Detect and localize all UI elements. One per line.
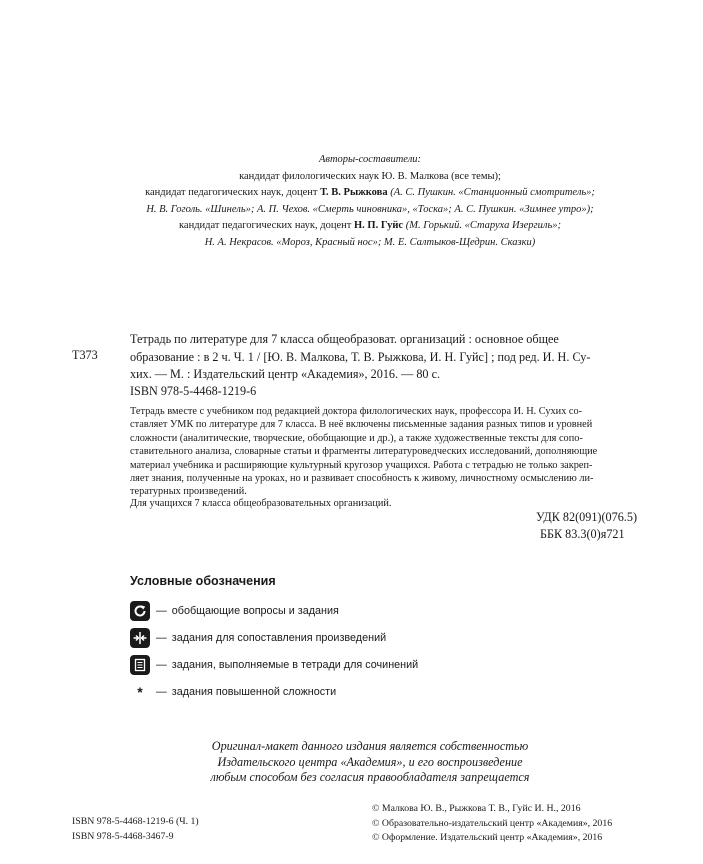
legend-item-notebook xyxy=(130,654,418,676)
legend-dash: — xyxy=(156,659,167,671)
authors-block xyxy=(60,152,680,251)
notice-line-1: Оригинал-макет данного издания является собственностью xyxy=(211,739,529,753)
author-line-2-works: (А. С. Пушкин. «Станционный смотритель»; xyxy=(387,187,595,198)
author-line-5: Н. А. Некрасов. «Мороз, Красный нос»; М. Е. Салтыков-Щедрин. Сказки) xyxy=(204,236,536,248)
isbn-part-1: ISBN 978-5-4468-1219-6 (Ч. 1) xyxy=(72,816,199,827)
legend-text: задания повышенной сложности xyxy=(171,686,337,698)
annotation xyxy=(130,405,664,499)
compare-arrows-icon xyxy=(130,628,150,648)
copyright-block xyxy=(372,802,612,846)
annotation-line-1: Тетрадь вместе с учебником под редакцией доктора филологических наук, профессора И. Н. Сухих со- xyxy=(130,406,583,417)
udc-code: УДК 82(091)(076.5) xyxy=(536,510,638,524)
legend-item-general xyxy=(130,600,339,622)
legend-item-compare xyxy=(130,627,386,649)
isbn-block xyxy=(72,815,199,844)
author-line-4 xyxy=(60,218,680,235)
author-line-1: кандидат филологических наук Ю. В. Малкова (все темы); xyxy=(239,170,501,182)
catalog-isbn: ISBN 978-5-4468-1219-6 xyxy=(130,384,257,398)
legend-dash: — xyxy=(156,686,167,698)
legend-title: Условные обозначения xyxy=(130,574,276,588)
annotation-line-2: ставляет УМК по литературе для 7 класса. В неё включены письменные задания разных типов и уровней xyxy=(130,419,593,431)
bibliographic-description xyxy=(130,331,665,384)
author-line-4-prefix: кандидат педагогических наук, доцент xyxy=(178,220,354,231)
biblio-line-1: Тетрадь по литературе для 7 класса общеобразоват. организаций : основное общее xyxy=(130,332,559,346)
author-line-2 xyxy=(60,185,680,202)
notice-line-2: Издательского центра «Академия», и его воспроизведение xyxy=(217,754,523,769)
author-line-4-works: (М. Горький. «Старуха Изергиль»; xyxy=(403,220,561,231)
biblio-line-2: образование : в 2 ч. Ч. 1 / [Ю. В. Малкова, Т. В. Рыжкова, И. Н. Гуйс] ; под ред. И. Н. Су- xyxy=(130,349,591,364)
copyright-line-3: © Оформление. Издательский центр «Академия», 2016 xyxy=(372,832,603,843)
author-name-guys: Н. П. Гуйс xyxy=(354,220,404,231)
annotation-line-4: ставительного анализа, словарные статьи и фрагменты литературоведческих исследований, дополняющие xyxy=(130,446,598,458)
legend-text: задания для сопоставления произведений xyxy=(171,632,387,644)
legend-item-advanced xyxy=(130,681,336,703)
rights-notice xyxy=(100,739,640,786)
legend-text: обобщающие вопросы и задания xyxy=(171,605,339,617)
catalog-code: Т373 xyxy=(72,348,98,362)
notebook-icon xyxy=(130,655,150,675)
author-line-2-prefix: кандидат педагогических наук, доцент xyxy=(145,187,321,198)
annotation-line-3: сложности (аналитические, творческие, обобщающие и др.), а также художественные тексты для сопо- xyxy=(130,432,583,444)
refresh-icon xyxy=(130,601,150,621)
legend-dash: — xyxy=(156,605,167,617)
annotation-line-6: ляет знания, полученные на уроках, но и развивает способность к живому, личностному осмыслению ли- xyxy=(130,473,594,485)
author-name-ryzhkova: Т. В. Рыжкова xyxy=(320,187,388,198)
isbn-set: ISBN 978-5-4468-3467-9 xyxy=(72,830,174,842)
annotation-audience: Для учащихся 7 класса общеобразовательных организаций. xyxy=(130,498,392,509)
notice-line-3: любым способом без согласия правообладателя запрещается xyxy=(210,770,530,784)
annotation-line-7: тературных произведений. xyxy=(130,486,247,498)
bbk-code: ББК 83.3(0)я721 xyxy=(540,527,625,541)
legend-dash: — xyxy=(156,632,167,644)
annotation-line-5: материал учебника и расширяющие культурный кругозор учащихся. Работа с тетрадью не только закреп- xyxy=(130,459,593,471)
copyright-line-1: © Малкова Ю. В., Рыжкова Т. В., Гуйс И. Н., 2016 xyxy=(372,803,581,814)
legend-text: задания, выполняемые в тетради для сочинений xyxy=(171,659,419,671)
copyright-line-2: © Образовательно-издательский центр «Академия», 2016 xyxy=(372,817,613,829)
biblio-line-3: хих. — М. : Издательский центр «Академия», 2016. — 80 с. xyxy=(130,367,441,381)
asterisk-icon: * xyxy=(137,684,143,700)
authors-heading: Авторы-составители: xyxy=(318,154,422,165)
author-line-3: Н. В. Гоголь. «Шинель»; А. П. Чехов. «Смерть чиновника», «Тоска»; А. С. Пушкин. «Зимнее утро»); xyxy=(146,203,594,215)
